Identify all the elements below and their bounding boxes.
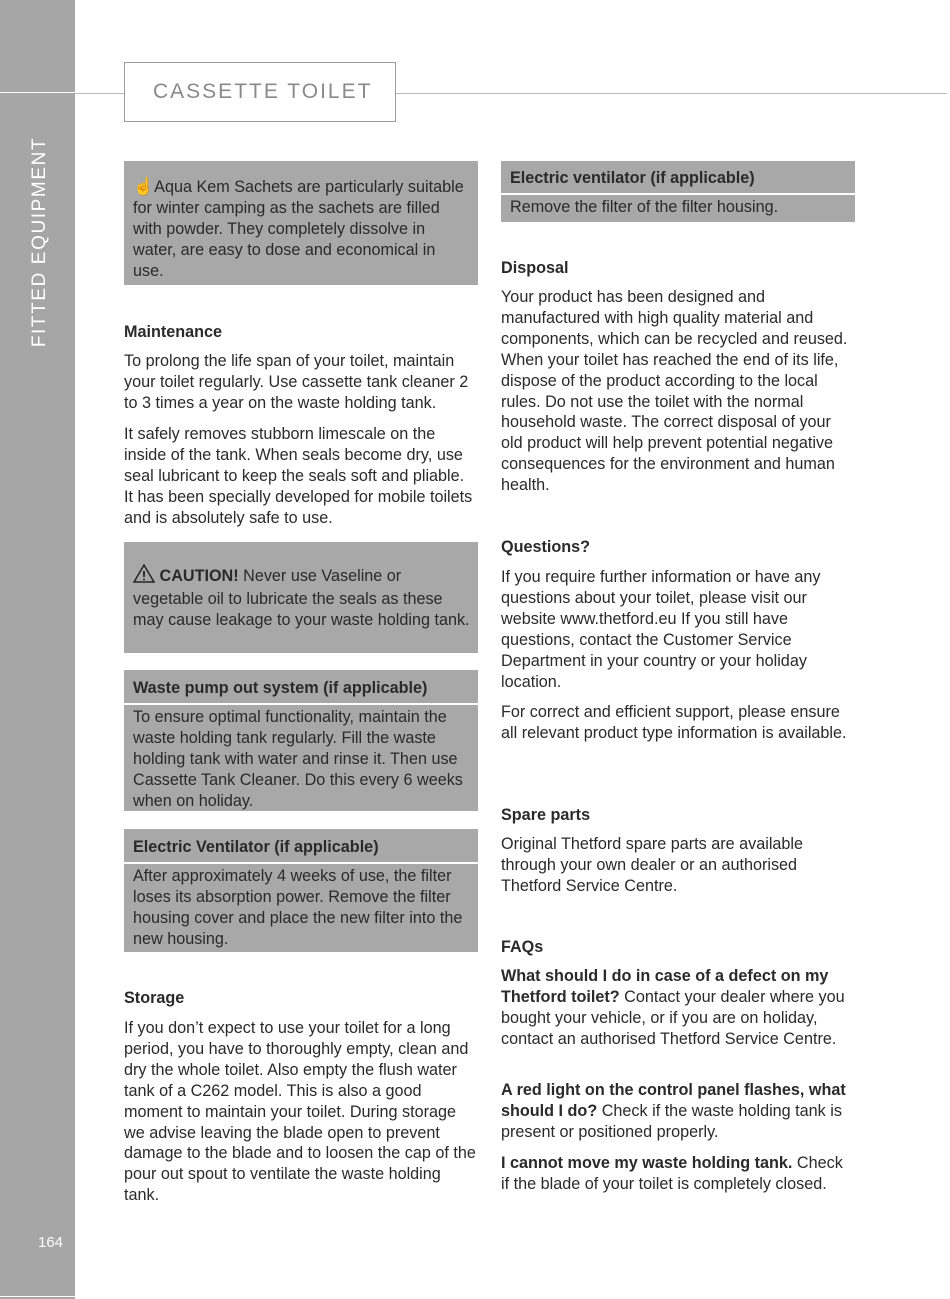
sidebar-divider bbox=[0, 92, 75, 93]
waste-pump-box bbox=[124, 670, 478, 811]
page-number: 164 bbox=[38, 1234, 64, 1251]
storage-heading: Storage bbox=[124, 989, 185, 1007]
maintenance-heading: Maintenance bbox=[124, 323, 223, 341]
faq-item bbox=[501, 1153, 853, 1195]
waste-pump-heading: Waste pump out system (if applicable) bbox=[133, 679, 428, 697]
right-ventilator-heading: Electric ventilator (if applicable) bbox=[510, 169, 755, 187]
caution-label: CAUTION! bbox=[159, 567, 239, 585]
tip-box bbox=[124, 161, 478, 285]
faq-item bbox=[501, 1080, 853, 1143]
warning-icon bbox=[133, 564, 155, 589]
page-title: CASSETTE TOILET bbox=[153, 80, 373, 103]
spare-parts-text: Original Thetford spare parts are available through your own dealer or an authorised Thetford Service Centre. bbox=[501, 835, 804, 895]
ventilator-text: After approximately 4 weeks of use, the filter loses its absorption power. Remove the filter housing cover and place the new filter into the new housing. bbox=[133, 867, 463, 948]
faq-question: What should I do in case of a defect on my Thetford toilet? bbox=[501, 967, 829, 1006]
section-label: FITTED EQUIPMENT bbox=[29, 136, 50, 348]
tip-text: Aqua Kem Sachets are particularly suitable for winter camping as the sachets are filled with powder. They completely dissolve in water, are easy to dose and economical in use. bbox=[133, 178, 464, 280]
questions-paragraph-1: If you require further information or have any questions about your toilet, please visit our website www.thetford.eu If you still have questions, contact the Customer Service Department in your country or your holiday location. bbox=[501, 568, 821, 691]
storage-text: If you don’t expect to use your toilet for a long period, you have to thoroughly empty, clean and dry the whole toilet. Also empty the flush water tank of a C262 model. This is also a good moment to maintain your toilet. During storage we advise leaving the blade open to prevent damage to the blade and to loosen the cap of the pour out spout to ventilate the waste holding tank. bbox=[124, 1019, 476, 1205]
hand-pointer-icon: ☝ bbox=[133, 177, 155, 196]
faq-question: A red light on the control panel flashes, what should I do? bbox=[501, 1081, 846, 1120]
faq-answer: Check if the waste holding tank is present or positioned properly. bbox=[501, 1101, 842, 1141]
sidebar-bottom-divider bbox=[0, 1296, 75, 1297]
ventilator-heading: Electric Ventilator (if applicable) bbox=[133, 838, 379, 856]
ventilator-divider bbox=[124, 862, 478, 864]
faq-answer: Contact your dealer where you bought your vehicle, or if you are on holiday, contact an authorised Thetford Service Centre. bbox=[501, 987, 845, 1048]
caution-text: Never use Vaseline or vegetable oil to lubricate the seals as these may cause leakage to your waste holding tank. bbox=[133, 567, 470, 629]
faq-question: I cannot move my waste holding tank. bbox=[501, 1154, 793, 1172]
faq-answer: Check if the blade of your toilet is completely closed. bbox=[501, 1154, 843, 1193]
maintenance-paragraph-2: It safely removes stubborn limescale on the inside of the tank. When seals become dry, use seal lubricant to keep the seals soft and pliable. It has been specially developed for mobile toilets and is absolutely safe to use. bbox=[124, 425, 473, 527]
waste-pump-text: To ensure optimal functionality, maintain the waste holding tank regularly. Fill the waste holding tank with water and rinse it. Then use Cassette Tank Cleaner. Do this every 6 weeks when on holiday. bbox=[133, 708, 463, 810]
disposal-text: Your product has been designed and manufactured with high quality material and components, which can be recycled and reused. When your toilet has reached the end of its life, dispose of the product according to the local rules. Do not use the toilet with the normal household waste. The correct disposal of your old product will help prevent potential negative consequences for the environment and human health. bbox=[501, 288, 848, 495]
right-ventilator-text: Remove the filter of the filter housing. bbox=[510, 198, 779, 216]
caution-box bbox=[124, 542, 478, 653]
maintenance-paragraph-1: To prolong the life span of your toilet, maintain your toilet regularly. Use cassette tank cleaner 2 to 3 times a year on the waste holding tank. bbox=[124, 352, 469, 412]
faqs-heading: FAQs bbox=[501, 938, 544, 956]
questions-paragraph-2: For correct and efficient support, please ensure all relevant product type information is available. bbox=[501, 703, 847, 742]
right-ventilator-box bbox=[501, 161, 855, 222]
waste-pump-divider bbox=[124, 703, 478, 705]
faq-item bbox=[501, 966, 853, 1050]
sidebar bbox=[0, 0, 75, 1299]
ventilator-box bbox=[124, 829, 478, 952]
disposal-heading: Disposal bbox=[501, 259, 569, 277]
right-ventilator-divider bbox=[501, 193, 855, 195]
spare-parts-heading: Spare parts bbox=[501, 806, 591, 824]
questions-heading: Questions? bbox=[501, 538, 591, 556]
